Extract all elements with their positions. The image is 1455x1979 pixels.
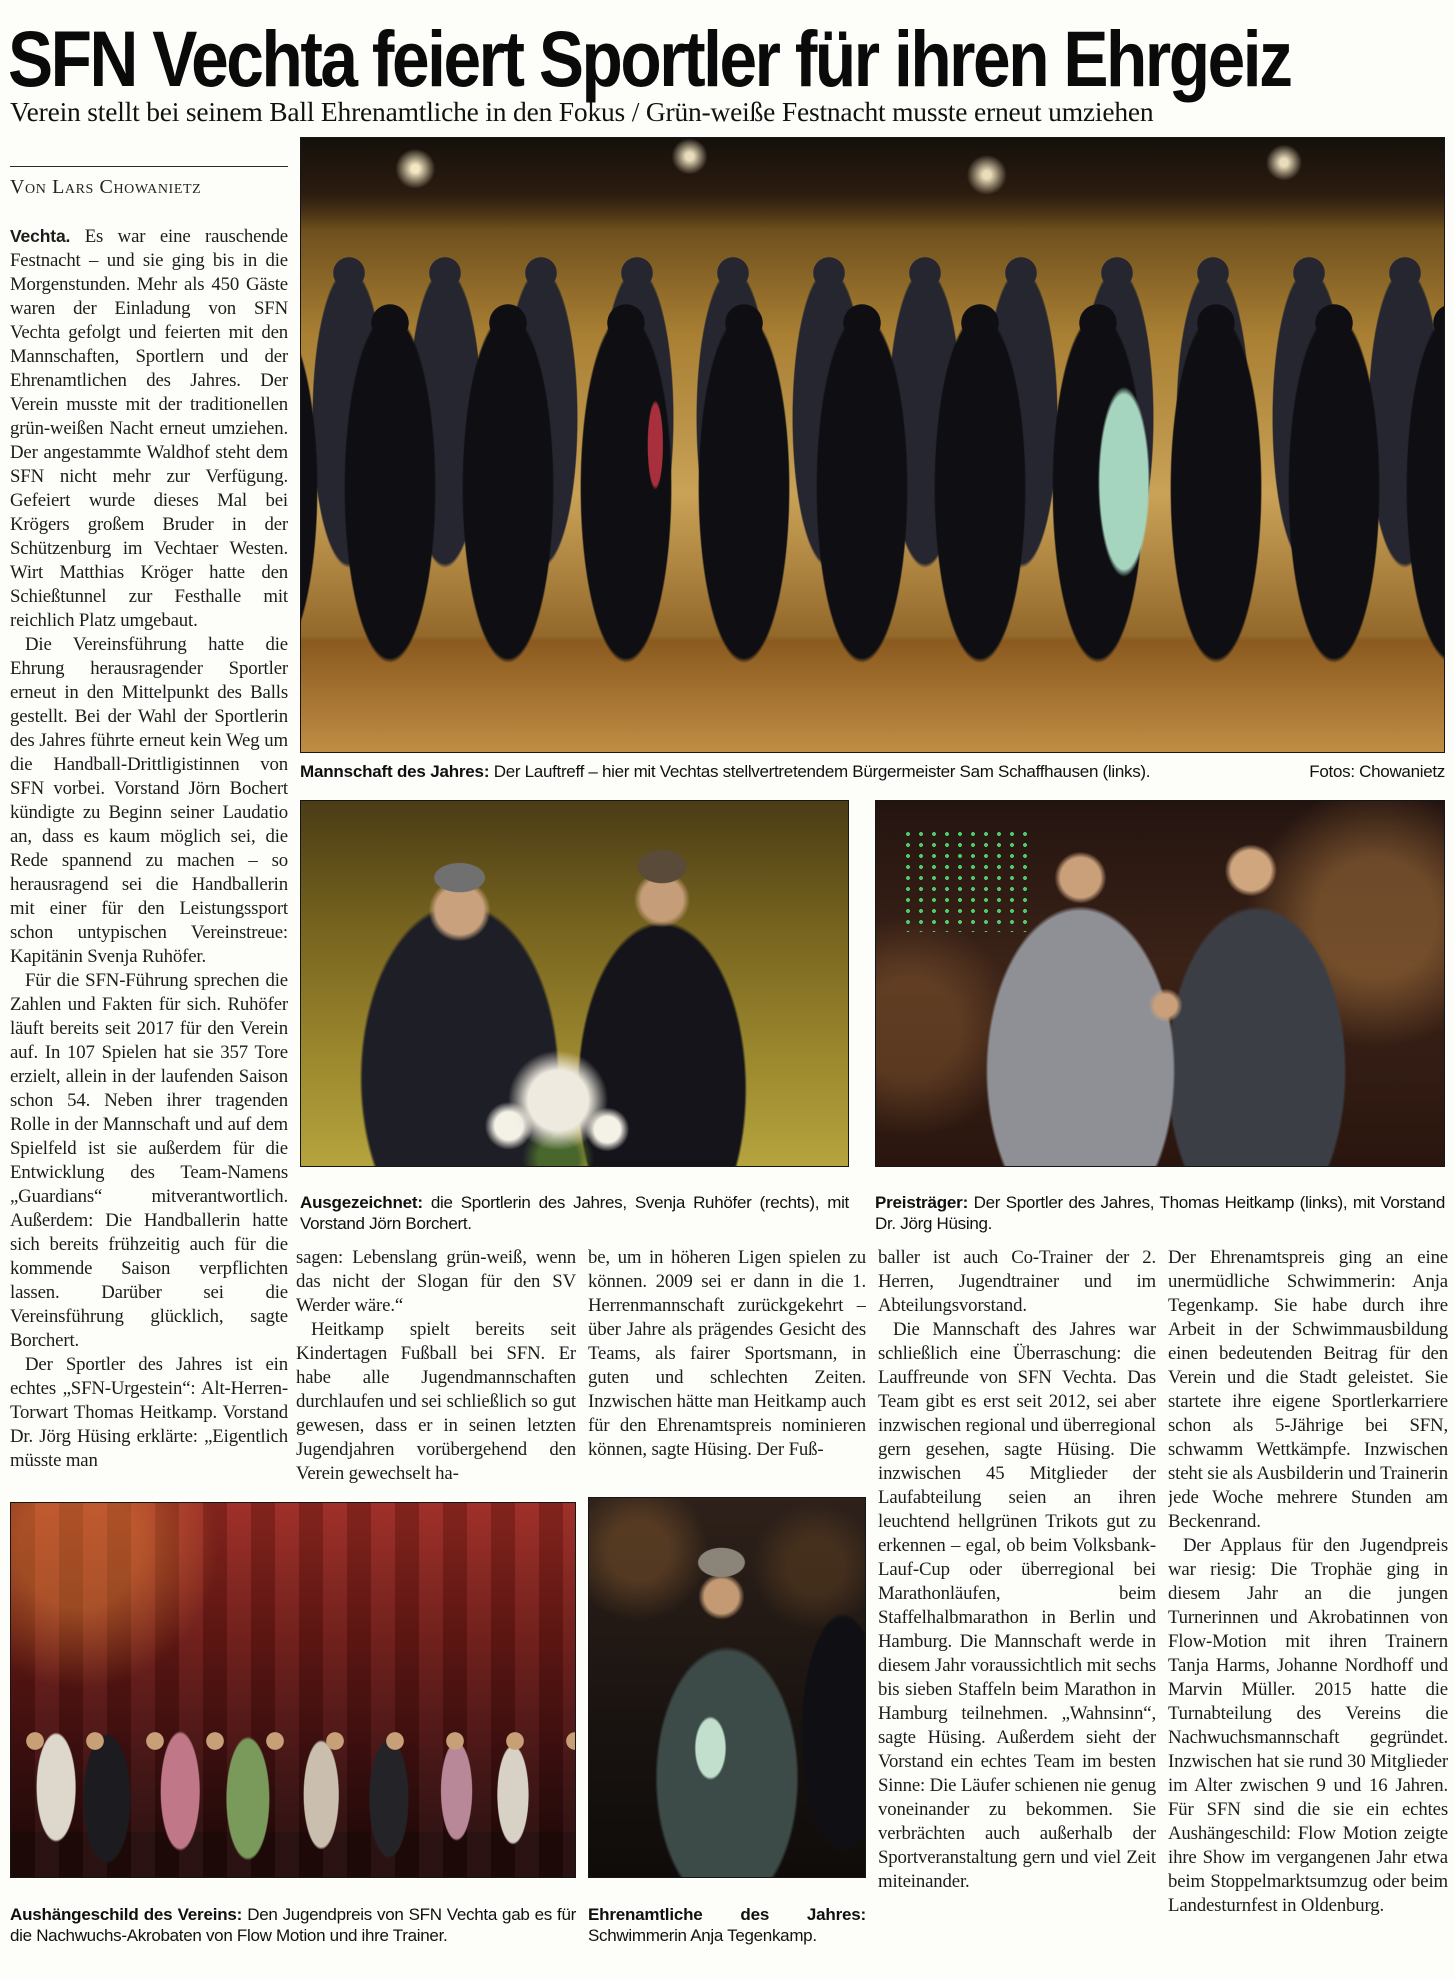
- caption-youth-award: [10, 1905, 576, 1946]
- article-column-5: [1168, 1246, 1448, 1960]
- led-scoreboard: [904, 830, 1036, 932]
- article-paragraph: Der Ehrenamtspreis ging an eine unermüdliche Schwimmerin: Anja Tegenkamp. Sie habe durch ihre Arbeit in der Schwimmausbildung einen bedeutenden Beitrag für den Verein und die Stadt geleistet. Sie startete ihre eigene Sportlerkarriere schon als 5-Jährige bei SFN, schwamm Wettkämpfe. Inzwischen steht sie als Ausbilderin und Trainerin jede Woche mehrere Stunden am Beckenrand.: [1168, 1247, 1448, 1532]
- photo-youth-award: [10, 1502, 576, 1878]
- caption-volunteer: [588, 1905, 866, 1946]
- article-paragraph: Die Mannschaft des Jahres war schließlich eine Überraschung: die Lauffreunde von SFN Vechta. Das Team gibt es erst seit 2012, sei aber inzwischen regional und überregional gern gesehen, sagte Hüsing. Die inzwischen 45 Mitglieder der Laufabteilung seien an ihren leuchtend hellgrünen Trikots gut zu erkennen – egal, ob beim Volksbank-Lauf-Cup oder überregional bei Marathonläufen, beim Staffelhalbmarathon in Berlin und Hamburg. Die Mannschaft werde in diesem Jahr voraussichtlich mit sechs bis sieben Staffeln beim Marathon in Hamburg teilnehmen. „Wahnsinn“, sagte Hüsing. Außerdem sieht der Vorstand ein echtes Team im besten Sinne: Die Läufer schienen nie genug voneinander zu bekommen. Sie verbrächten auch außerhalb der Sportveranstaltung gern und viel Zeit miteinander.: [878, 1319, 1156, 1892]
- caption-sportswoman: [300, 1193, 849, 1234]
- article-paragraph: Die Vereinsführung hatte die Ehrung herausragender Sportler erneut in den Mittelpunkt des Balls gestellt. Bei der Wahl der Sportlerin des Jahres führte erneut kein Weg um die Handball-Drittligistinnen von SFN vorbei. Vorstand Jörn Bochert kündigte zu Beginn seiner Laudatio an, dass es kaum möglich sei, die Rede spannend zu machen – so herausragend sei die Handballerin mit einer für den Leistungssport schon untypischen Vereinstreue: Kapitänin Svenja Ruhöfer.: [10, 634, 288, 967]
- photo-sportswoman-of-the-year: [300, 800, 849, 1167]
- caption-sportsman: [875, 1193, 1445, 1234]
- caption-lead: Ehrenamtliche des Jahres:: [588, 1905, 866, 1924]
- caption-lead: Preisträger:: [875, 1193, 969, 1212]
- article-paragraph: be, um in höheren Ligen spielen zu können. 2009 sei er dann in die 1. Herrenmannschaft zurückgekehrt – über Jahre als prägendes Gesicht des Teams, als fairer Sportsmann, in guten und schlechten Zeiten. Inzwischen hätte man Heitkamp auch für den Ehrenamtspreis nominieren können, sagte Hüsing. Der Fuß-: [588, 1247, 866, 1460]
- photo-credit: Fotos: Chowanietz: [1309, 762, 1445, 781]
- caption-lead: Mannschaft des Jahres:: [300, 762, 490, 781]
- dateline: Vechta.: [10, 226, 71, 246]
- article-column-left: [10, 224, 288, 1492]
- byline: Von Lars Chowanietz: [10, 166, 288, 199]
- article-column-4: [878, 1246, 1156, 1960]
- lead-text: Es war eine rauschende Festnacht – und sie ging bis in die Morgenstunden. Mehr als 450 Gäste waren der Einladung von SFN Vechta gefolgt und feierten mit den Mannschaften, Sportlern und der Ehrenamtlichen des Jahres. Der Verein musste mit der traditionellen grün-weißen Nacht erneut umziehen. Der angestammte Waldhof steht dem SFN nicht mehr zur Verfügung. Gefeiert wurde dieses Mal bei Krögers großem Bruder in der Schützenburg im Vechtaer Westen. Wirt Matthias Kröger hatte den Schießtunnel zur Festhalle mit reichlich Platz umgebaut.: [10, 226, 288, 631]
- article-paragraph: sagen: Lebenslang grün-weiß, wenn das nicht der Slogan für den SV Werder wäre.“: [296, 1247, 576, 1316]
- caption-text: Den Jugendpreis von SFN Vechta gab es für die Nachwuchs-Akrobaten von Flow Motion und ihre Trainer.: [10, 1905, 576, 1945]
- article-paragraph: Der Applaus für den Jugendpreis war riesig: Die Trophäe ging in diesem Jahr an die jungen Turnerinnen und Akrobatinnen von Flow-Motion mit ihren Trainern Tanja Harms, Johanne Nordhoff und Marvin Müller. 2015 hatte die Turnabteilung des Vereins die Nachwuchsmannschaft gegründet. Inzwischen hat sie rund 30 Mitglieder im Alter zwischen 9 und 16 Jahren. Für SFN sind die sie ein echtes Aushängeschild: Flow Motion zeigte ihre Show im vergangenen Jahr etwa beim Stoppelmarktsumzug oder beim Landesturnfest in Oldenburg.: [1168, 1535, 1448, 1916]
- photo-sportsman-of-the-year: [875, 800, 1445, 1167]
- article-paragraph: [10, 224, 288, 633]
- article-column-3: [588, 1246, 866, 1497]
- article-column-2: [296, 1246, 576, 1498]
- photo-volunteer-of-the-year: [588, 1497, 866, 1878]
- caption-text: Der Sportler des Jahres, Thomas Heitkamp (links), mit Vorstand Dr. Jörg Hüsing.: [875, 1193, 1445, 1233]
- photo-team-of-the-year: [300, 137, 1445, 753]
- caption-text: Schwimmerin Anja Tegenkamp.: [588, 1925, 817, 1945]
- caption-text: die Sportlerin des Jahres, Svenja Ruhöfer (rechts), mit Vorstand Jörn Borchert.: [300, 1193, 849, 1233]
- article-paragraph: Der Sportler des Jahres ist ein echtes „SFN-Urgestein“: Alt-Herren-Torwart Thomas Heitkamp. Vorstand Dr. Jörg Hüsing erklärte: „Eigentlich müsste man: [10, 1354, 288, 1471]
- caption-lead: Aushängeschild des Vereins:: [10, 1905, 243, 1924]
- article-paragraph: Heitkamp spielt bereits seit Kindertagen Fußball bei SFN. Er habe alle Jugendmannschaften durchlaufen und sei schließlich so gut gewesen, dass er in seinen letzten Jugendjahren vorübergehend den Verein gewechselt ha-: [296, 1319, 576, 1484]
- page-title: SFN Vechta feiert Sportler für ihren Ehrgeiz: [8, 15, 1291, 103]
- caption-lead: Ausgezeichnet:: [300, 1193, 423, 1212]
- caption-team-of-the-year: [300, 762, 1445, 783]
- article-paragraph: baller ist auch Co-Trainer der 2. Herren, Jugendtrainer und im Abteilungsvorstand.: [878, 1247, 1156, 1316]
- article-paragraph: Für die SFN-Führung sprechen die Zahlen und Fakten für sich. Ruhöfer läuft bereits seit 2017 für den Verein auf. In 107 Spielen hat sie 357 Tore erzielt, allein in der laufenden Saison schon 54. Neben ihrer tragenden Rolle in der Mannschaft und auf dem Spielfeld ist sie außerdem für die Entwicklung des Team-Namens „Guardians“ mitverantwortlich. Außerdem: Die Handballerin hatte sich bereits frühzeitig auch für die kommende Saison verpflichten lassen. Darüber sei die Vereinsführung glücklich, sagte Borchert.: [10, 970, 288, 1351]
- subheadline: Verein stellt bei seinem Ball Ehrenamtliche in den Fokus / Grün-weiße Festnacht musste erneut umziehen: [10, 96, 1154, 127]
- caption-text: Der Lauftreff – hier mit Vechtas stellvertretendem Bürgermeister Sam Schaffhausen (links).: [493, 762, 1151, 781]
